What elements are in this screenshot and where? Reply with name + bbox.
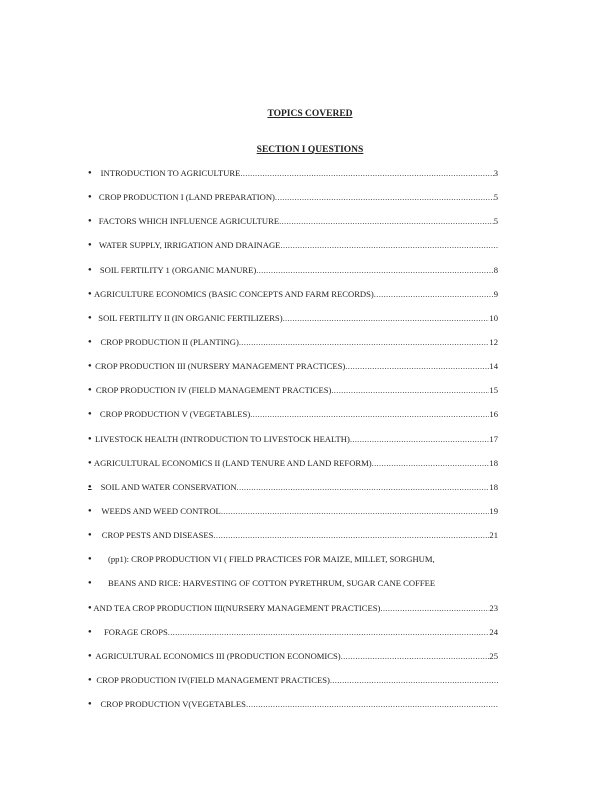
list-item [88, 209, 498, 233]
bullet-icon: ● [88, 363, 92, 370]
bullet-icon: ● [88, 435, 92, 442]
bullet-icon: ● [88, 266, 92, 273]
bullet-icon: ● [88, 387, 92, 394]
bullet-icon: ● [88, 508, 92, 515]
dot-leader [279, 216, 494, 226]
list-item [88, 620, 498, 644]
topic-label: CROP PRODUCTION V(VEGETABLES [100, 699, 246, 710]
topic-label: CROP PRODUCTION II (PLANTING) [100, 337, 239, 348]
page-number: 23 [489, 602, 498, 613]
bullet-icon: ● [88, 580, 92, 587]
bullet-icon: ● [88, 483, 92, 490]
dot-leader [275, 192, 494, 202]
page-number: 3 [493, 168, 498, 179]
dot-leader [239, 337, 490, 347]
list-item [88, 330, 498, 354]
topic-label: WATER SUPPLY, IRRIGATION AND DRAINAGE [98, 240, 281, 251]
section-heading: SECTION I QUESTIONS [256, 145, 364, 155]
topic-label: CROP PESTS AND DISEASES [101, 530, 214, 541]
page-number: 18 [489, 481, 498, 492]
dot-leader [331, 385, 489, 395]
topic-label: FACTORS WHICH INFLUENCE AGRICULTURE [98, 216, 280, 227]
bullet-icon: ● [88, 677, 92, 684]
page-number: 10 [489, 312, 498, 323]
dot-leader [213, 530, 489, 540]
list-item [88, 161, 498, 185]
bullet-icon: ● [88, 290, 92, 297]
list-item [88, 692, 498, 716]
list-item [88, 668, 498, 692]
bullet-icon: ● [88, 459, 92, 466]
dot-leader [256, 265, 493, 275]
bullet-icon: ● [88, 652, 92, 659]
page-number: 25 [489, 650, 498, 661]
list-item [88, 282, 498, 306]
bullet-icon: ● [88, 628, 92, 635]
list-item [88, 571, 498, 595]
dot-leader [240, 168, 493, 178]
bullet-icon: ● [88, 170, 92, 177]
topic-label: AGRICULTURAL ECONOMICS II (LAND TENURE AND LAND REFORM) [93, 457, 372, 468]
bullet-icon: ● [88, 242, 92, 249]
list-item [88, 644, 498, 668]
topic-label: CROP PRODUCTION IV (FIELD MANAGEMENT PRACTICES) [95, 385, 332, 396]
dot-leader [283, 313, 490, 323]
bullet-icon: ● [88, 604, 92, 611]
topic-label: AGRICULTURE ECONOMICS (BASIC CONCEPTS AND FARM RECORDS) [93, 288, 374, 299]
topic-label: CROP PRODUCTION IV(FIELD MANAGEMENT PRACTICES) [96, 675, 330, 686]
dot-leader [237, 482, 490, 492]
topic-label: AGRICULTURAL ECONOMICS III (PRODUCTION ECONOMICS) [95, 650, 341, 661]
page-number: 24 [489, 626, 498, 637]
topic-label: SOIL FERTILITY 1 (ORGANIC MANURE) [99, 264, 257, 275]
topic-label: CROP PRODUCTION V (VEGETABLES) [99, 409, 251, 420]
page-number: 21 [489, 530, 498, 541]
list-item [88, 306, 498, 330]
dot-leader [341, 651, 490, 661]
bullet-icon: ● [88, 532, 92, 539]
dot-leader [250, 409, 489, 419]
page-number: 15 [489, 385, 498, 396]
topics-list [88, 161, 498, 716]
list-item [88, 258, 498, 282]
bullet-icon: ● [88, 411, 92, 418]
topic-label: INTRODUCTION TO AGRICULTURE [100, 168, 241, 179]
page-title: TOPICS COVERED [267, 109, 353, 119]
dot-leader [168, 627, 490, 637]
topic-label: CROP PRODUCTION I (LAND PREPARATION) [98, 192, 275, 203]
topic-label: SOIL AND WATER CONSERVATION [100, 481, 237, 492]
page-number: 12 [489, 337, 498, 348]
topic-label: AND TEA CROP PRODUCTION III(NURSERY MANAGEMENT PRACTICES) [93, 602, 381, 613]
topic-label: SOIL FERTILITY II (IN ORGANIC FERTILIZERS) [98, 312, 283, 323]
topic-label: CROP PRODUCTION III (NURSERY MANAGEMENT PRACTICES) [95, 361, 346, 372]
dot-leader [280, 240, 498, 250]
topic-label: (pp1): CROP PRODUCTION VI ( FIELD PRACTICES FOR MAIZE, MILLET, SORGHUM, [108, 554, 435, 565]
bullet-icon: ● [88, 194, 92, 201]
page-number: 9 [493, 288, 498, 299]
list-item [88, 185, 498, 209]
dot-leader [330, 675, 498, 685]
bullet-icon: ● [88, 218, 92, 225]
page-number: 5 [493, 192, 498, 203]
list-item [88, 233, 498, 257]
list-item [88, 499, 498, 523]
dot-leader [372, 458, 490, 468]
list-item [88, 451, 498, 475]
list-item [88, 475, 498, 499]
page-number: 8 [493, 264, 498, 275]
list-item [88, 547, 498, 571]
dot-leader [221, 506, 490, 516]
list-item [88, 378, 498, 402]
bullet-icon: ● [88, 701, 92, 708]
page-number: 17 [489, 433, 498, 444]
page-number: 16 [489, 409, 498, 420]
list-item [88, 402, 498, 426]
dot-leader [345, 361, 489, 371]
bullet-icon: ● [88, 556, 92, 563]
list-item [88, 354, 498, 378]
list-item [88, 523, 498, 547]
dot-leader [380, 603, 489, 613]
page-number: 19 [489, 506, 498, 517]
page-number: 14 [489, 361, 498, 372]
topic-label: FORAGE CROPS [104, 626, 168, 637]
topic-label: LIVESTOCK HEALTH (INTRODUCTION TO LIVESTOCK HEALTH) [94, 433, 350, 444]
topic-label: BEANS AND RICE: HARVESTING OF COTTON PYRETHRUM, SUGAR CANE COFFEE [108, 578, 436, 589]
list-item [88, 596, 498, 620]
list-item [88, 427, 498, 451]
topic-label: WEEDS AND WEED CONTROL [101, 506, 221, 517]
dot-leader [350, 434, 490, 444]
dot-leader [374, 289, 494, 299]
bullet-icon: ● [88, 314, 92, 321]
dot-leader [246, 699, 498, 709]
page-number: 18 [489, 457, 498, 468]
bullet-icon: ● [88, 339, 92, 346]
page-number: 5 [493, 216, 498, 227]
